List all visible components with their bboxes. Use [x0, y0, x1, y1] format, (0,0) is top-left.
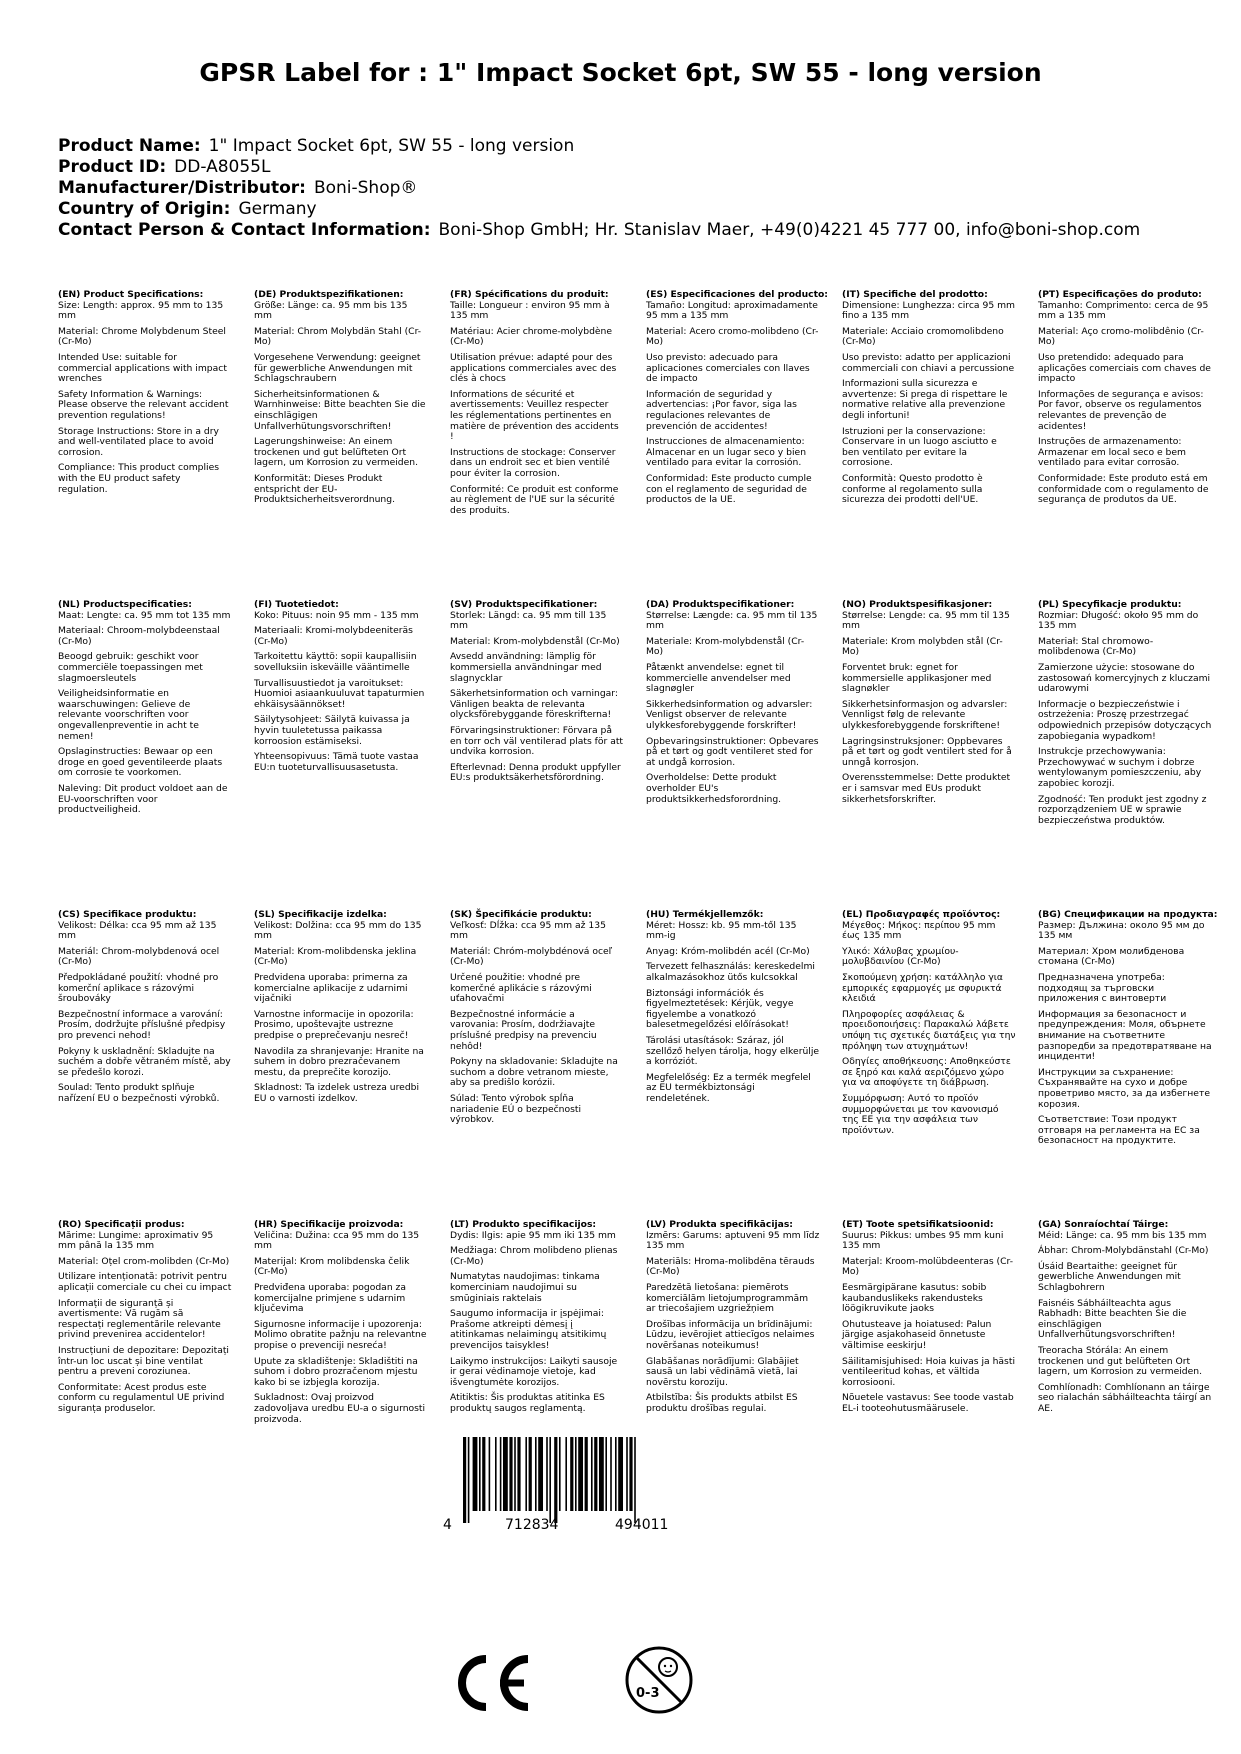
section-paragraph: Veiligheidsinformatie en waarschuwingen: Gelieve de relevante voorschriften voor ongevallenpreventie in acht te nemen!	[58, 688, 199, 742]
section-paragraph: Materjal: Kroom-molübdeenteras (Cr-Mo)	[842, 1255, 1014, 1278]
section-paragraph: Vorgesehene Verwendung: geeignet für gewerbliche Anwendungen mit Schlagschraubern	[254, 351, 421, 385]
section-paragraph: Velikost: Dolžina: cca 95 mm do 135 mm	[254, 919, 422, 942]
section-paragraph: Upute za skladištenje: Skladištiti na suhom i dobro prozračenom mjestu kako bi se izbjegla korozija.	[254, 1355, 418, 1388]
product-name-row	[58, 136, 1218, 157]
section-paragraph: Úsáid Beartaithe: geeignet für gewerbliche Anwendungen mit Schlagbohrern	[1038, 1260, 1181, 1293]
contact-label: Contact Person & Contact Information:	[58, 220, 431, 240]
language-section	[646, 1220, 820, 1415]
section-paragraph: Navodila za shranjevanje: Hranite na suhem in dobro prezračevanem mestu, da preprečite korozijo.	[254, 1045, 424, 1078]
section-paragraph: Soulad: Tento produkt splňuje nařízení EU o bezpečnosti výrobků.	[58, 1082, 220, 1104]
section-paragraph: Størrelse: Længde: ca. 95 mm til 135 mm	[646, 609, 818, 632]
section-paragraph: Atbilstība: Šis produkts atbilst ES produktu drošības regulai.	[646, 1392, 798, 1414]
barcode-bar	[591, 1437, 593, 1511]
manufacturer-value: Boni-Shop®	[313, 178, 418, 198]
sections-row	[58, 600, 1238, 910]
section-paragraph: Conformidade: Este produto está em conformidade com o regulamento de segurança de produtos da UE.	[1038, 472, 1209, 506]
section-paragraph: Informazioni sulla sicurezza e avvertenze: Si prega di rispettare le normative relative alla prevenzione degli infortuni!	[842, 378, 1008, 421]
barcode-bar	[626, 1437, 628, 1511]
section-paragraph: Skladnost: Ta izdelek ustreza uredbi EU o varnosti izdelkov.	[254, 1082, 420, 1104]
section-paragraph: Předpokládané použití: vhodné pro komerční aplikace s rázovými šroubováky	[58, 971, 219, 1005]
section-paragraph: Größe: Länge: ca. 95 mm bis 135 mm	[254, 299, 408, 322]
section-paragraph: Säkerhetsinformation och varningar: Vänligen beakta de relevanta olycksförebyggande föreskrifterna!	[450, 688, 619, 721]
section-paragraph: Materiál: Chrom-molybdenová ocel (Cr-Mo)	[58, 945, 220, 968]
product-id-row	[58, 157, 1218, 178]
section-paragraph: Compliance: This product complies with the EU product safety regulation.	[58, 462, 220, 495]
barcode-bar	[615, 1437, 617, 1511]
section-paragraph: Material: Chrome Molybdenum Steel (Cr-Mo)	[58, 325, 226, 348]
section-paragraph: Lagerungshinweise: An einem trockenen und gut belüfteten Ort lagern, um Korrosion zu vermeiden.	[254, 436, 418, 469]
section-paragraph: Materiaali: Kromi-molybdeeniteräs (Cr-Mo)	[254, 625, 413, 647]
section-paragraph: Säilytysohjeet: Säilytä kuivassa ja hyvin tuuletetussa paikassa korroosion estämiseksi.	[254, 714, 410, 747]
section-paragraph: Turvallisuustiedot ja varoitukset: Huomioi asiaankuuluvat tapaturmien ehkäisysäännökset!	[254, 677, 425, 710]
section-paragraph: Istruzioni per la conservazione: Conservare in un luogo asciutto e ben ventilato per evitare la corrosione.	[842, 425, 997, 469]
barcode-bar	[594, 1437, 597, 1511]
barcode-bar	[546, 1437, 548, 1511]
section-paragraph: Størrelse: Lengde: ca. 95 mm til 135 mm	[842, 609, 1010, 632]
ean-barcode	[435, 1433, 735, 1533]
section-heading: (IT) Specifiche del prodotto:	[842, 289, 988, 300]
section-paragraph: Påtænkt anvendelse: egnet til kommercielle anvendelser med slagnøgler	[646, 661, 791, 695]
barcode-bar	[482, 1437, 485, 1511]
section-paragraph: Materiał: Stal chromowo-molibdenowa (Cr-Mo)	[1038, 635, 1154, 658]
section-paragraph: Izmērs: Garums: aptuveni 95 mm līdz 135 mm	[646, 1229, 820, 1252]
section-paragraph: Conformidad: Este producto cumple con el reglamento de seguridad de productos de la UE.	[646, 472, 812, 506]
section-paragraph: Material: Chrom Molybdän Stahl (Cr-Mo)	[254, 325, 422, 348]
section-paragraph: Πληροφορίες ασφάλειας & προειδοποιήσεις: Παρακαλώ λάβετε υπόψη τις σχετικές διατάξεις για την πρόληψη των ατυχημάτων!	[842, 1008, 1016, 1052]
section-paragraph: Veľkosť: Dĺžka: cca 95 mm až 135 mm	[450, 919, 606, 942]
section-paragraph: Ábhar: Chrom-Molybdänstahl (Cr-Mo)	[1038, 1245, 1209, 1257]
section-paragraph: Предназначена употреба: подходящ за търговски приложения с винтоверти	[1038, 971, 1167, 1005]
section-paragraph: Beoogd gebruik: geschikt voor commerciële toepassingen met slagmoersleutels	[58, 651, 203, 684]
section-heading: (SK) Špecifikácie produktu:	[450, 909, 592, 920]
section-paragraph: Rozmiar: Długość: około 95 mm do 135 mm	[1038, 609, 1199, 632]
section-paragraph: Zgodność: Ten produkt jest zgodny z rozporządzeniem UE w sprawie bezpieczeństwa produktów.	[1038, 793, 1207, 826]
sections-row	[58, 290, 1238, 600]
section-paragraph: Medžiaga: Chrom molibdeno plienas (Cr-Mo)	[450, 1245, 618, 1267]
language-section	[58, 290, 232, 495]
barcode-bar	[565, 1437, 567, 1511]
barcode-bar	[500, 1437, 502, 1511]
barcode-bar	[535, 1437, 537, 1511]
section-heading: (FR) Spécifications du produit:	[450, 289, 609, 300]
language-section	[842, 290, 1016, 506]
barcode-bar	[618, 1437, 623, 1511]
section-paragraph: Material: Oțel crom-molibden (Cr-Mo)	[58, 1255, 230, 1267]
product-name-label: Product Name:	[58, 136, 201, 156]
section-paragraph: Информация за безопасност и предупреждения: Моля, обърнете внимание на съответните разпоредби за предотвратяване на инциденти!	[1038, 1008, 1212, 1063]
section-heading: (CS) Specifikace produktu:	[58, 909, 197, 920]
section-paragraph: Určené použitie: vhodné pre komerčné aplikácie s rázovými uťahovačmi	[450, 971, 592, 1005]
section-paragraph: Tarkoitettu käyttö: sopii kaupallisiin sovelluksiin iskeväille vääntimelle	[254, 651, 417, 673]
section-heading: (EN) Product Specifications:	[58, 289, 204, 300]
section-paragraph: Bezpečnostní informace a varování: Prosím, dodržujte příslušné předpisy pro prevenci nehod!	[58, 1008, 226, 1041]
section-paragraph: Storlek: Längd: ca. 95 mm till 135 mm	[450, 609, 607, 632]
section-heading: (PT) Especificações do produto:	[1038, 289, 1202, 300]
ce-mark-icon	[452, 1653, 532, 1713]
section-paragraph: Sigurnosne informacije i upozorenja: Molimo obratite pažnju na relevantne propise o prevenciji nesreća!	[254, 1318, 427, 1351]
manufacturer-label: Manufacturer/Distributor:	[58, 178, 306, 198]
section-paragraph: Instrukcje przechowywania: Przechowywać w suchym i dobrze wentylowanym pomieszczeniu, aby zapobiec korozji.	[1038, 746, 1202, 789]
product-info	[58, 136, 1218, 241]
section-paragraph: Predvidena uporaba: primerna za komercialne aplikacije z udarnimi vijačniki	[254, 971, 408, 1005]
barcode-bar	[509, 1437, 512, 1511]
section-paragraph: Informații de siguranță și avertismente: Vă rugăm să respectați reglementările relevante privind prevenirea accidentelor!	[58, 1297, 221, 1341]
section-heading: (FI) Tuotetiedot:	[254, 599, 339, 610]
section-paragraph: Konformität: Dieses Produkt entspricht der EU-Produktsicherheitsverordnung.	[254, 472, 396, 506]
section-paragraph: Efterlevnad: Denna produkt uppfyller EU:s produktsäkerhetsförordning.	[450, 761, 621, 784]
barcode-bar	[503, 1437, 508, 1511]
language-section	[58, 600, 232, 816]
language-section	[58, 1220, 232, 1415]
section-paragraph: Maat: Lengte: ca. 95 mm tot 135 mm	[58, 609, 231, 621]
section-paragraph: Sicherheitsinformationen & Warnhinweise: Bitte beachten Sie die einschlägigen Unfallverhütungsvorschriften!	[254, 388, 426, 432]
section-paragraph: Μέγεθος: Μήκος: περίπου 95 mm έως 135 mm	[842, 919, 996, 942]
section-paragraph: Veličina: Dužina: cca 95 mm do 135 mm	[254, 1229, 420, 1252]
language-section	[450, 910, 624, 1126]
section-paragraph: Tervezett felhasználás: kereskedelmi alkalmazásokhoz ütős kulcsokkal	[646, 961, 815, 983]
section-paragraph: Materiál: Chróm-molybdénová oceľ (Cr-Mo)	[450, 945, 613, 968]
section-paragraph: Avsedd användning: lämplig för kommersiella användningar med slagnycklar	[450, 651, 602, 684]
section-paragraph: Dimensione: Lunghezza: circa 95 mm fino a 135 mm	[842, 299, 1015, 322]
section-paragraph: Saugumo informacija ir įspėjimai: Prašome atkreipti dėmesį į atitinkamas nelaimingų atsitikimų prevencijos taisykles!	[450, 1308, 607, 1351]
barcode-bar	[605, 1437, 607, 1511]
section-paragraph: Taille: Longueur : environ 95 mm à 135 mm	[450, 299, 610, 322]
section-paragraph: Conformità: Questo prodotto è conforme al regolamento sulla sicurezza dei prodotti dell'UE.	[842, 472, 983, 506]
section-paragraph: Opbevaringsinstruktioner: Opbevares på et tørt og godt ventileret sted for at undgå korrosion.	[646, 735, 819, 768]
section-paragraph: Velikost: Délka: cca 95 mm až 135 mm	[58, 919, 217, 942]
section-paragraph: Predviđena uporaba: pogodan za komercijalne primjene s udarnim ključevima	[254, 1281, 407, 1315]
section-paragraph: Paredzētā lietošana: piemērots komerciālām lietojumprogrammām ar triecošajiem uzgriežņiem	[646, 1281, 809, 1315]
language-section	[842, 600, 1016, 805]
section-paragraph: Biztonsági információk és figyelmeztetések: Kérjük, vegye figyelembe a vonatkozó balesetmegelőzési előírásokat!	[646, 987, 794, 1031]
section-heading: (NL) Productspecificaties:	[58, 599, 192, 610]
section-paragraph: Overholdelse: Dette produkt overholder EU's produktsikkerhedsforordning.	[646, 772, 782, 805]
section-paragraph: Instrucțiuni de depozitare: Depozitați într-un loc uscat și bine ventilat pentru a preveni coroziunea.	[58, 1344, 229, 1378]
manufacturer-row	[58, 178, 1218, 199]
language-section	[842, 1220, 1016, 1415]
section-heading: (RO) Specificații produs:	[58, 1219, 185, 1230]
barcode-bar	[634, 1437, 636, 1523]
barcode-digits: 4	[443, 1517, 452, 1533]
section-paragraph: Instructions de stockage: Conserver dans un endroit sec et bien ventilé pour éviter la corrosion.	[450, 446, 616, 479]
origin-label: Country of Origin:	[58, 199, 231, 219]
section-paragraph: Υλικό: Χάλυβας χρωμίου-μολυβδαινίου (Cr-Mo)	[842, 945, 959, 968]
section-paragraph: Overensstemmelse: Dette produktet er i samsvar med EUs produkt sikkerhetsforskrifter.	[842, 772, 1011, 805]
section-heading: (SL) Specifikacije izdelka:	[254, 909, 387, 920]
section-paragraph: Materijal: Krom molibdenska čelik (Cr-Mo)	[254, 1255, 410, 1278]
barcode-bar	[529, 1437, 532, 1511]
section-heading: (HU) Termékjellemzők:	[646, 909, 764, 920]
section-paragraph: Anyag: Króm-molibdén acél (Cr-Mo)	[646, 945, 810, 957]
barcode-bar	[575, 1437, 577, 1511]
section-paragraph: Pokyny na skladovanie: Skladujte na suchom a dobre vetranom mieste, aby sa predišlo korózii.	[450, 1056, 618, 1089]
section-heading: (EL) Προδιαγραφές προϊόντος:	[842, 909, 1001, 920]
section-paragraph: Laikymo instrukcijos: Laikyti sausoje ir gerai vėdinamoje vietoje, kad išvengtumėte korozijos.	[450, 1355, 618, 1388]
section-paragraph: Informations de sécurité et avertissements: Veuillez respecter les réglementations pertinentes en matière de prévention des accidents !	[450, 388, 619, 443]
language-section	[254, 600, 428, 773]
sections-row	[58, 910, 1238, 1220]
section-heading: (ES) Especificaciones del producto:	[646, 289, 828, 300]
section-paragraph: Opslaginstructies: Bewaar op een droge en goed geventileerde plaats om corrosie te voorkomen.	[58, 746, 223, 779]
section-paragraph: Méid: Länge: ca. 95 mm bis 135 mm	[1038, 1229, 1207, 1241]
section-paragraph: Sikkerhedsinformation og advarsler: Venligst observer de relevante ulykkesforebyggende forskrifter!	[646, 698, 813, 731]
section-paragraph: Förvaringsinstruktioner: Förvara på en torr och väl ventilerad plats för att undvika korrosion.	[450, 724, 624, 758]
section-paragraph: Drošības informācija un brīdinājumi: Lūdzu, ievērojiet attiecīgos nelaimes novēršanas noteikumus!	[646, 1318, 815, 1351]
section-paragraph: Storage Instructions: Store in a dry and well-ventilated place to avoid corrosion.	[58, 425, 219, 458]
barcode-digits: 712834	[505, 1517, 559, 1533]
section-paragraph: Uso pretendido: adequado para aplicações comerciais com chaves de impacto	[1038, 351, 1211, 385]
contact-row	[58, 220, 1218, 241]
section-paragraph: Instruções de armazenamento: Armazenar em local seco e bem ventilado para evitar corrosão.	[1038, 436, 1186, 469]
language-section	[450, 600, 624, 784]
section-paragraph: Συμμόρφωση: Αυτό το προϊόν συμμορφώνεται με τον κανονισμό της ΕΕ για την ασφάλεια των προϊόντων.	[842, 1092, 999, 1136]
section-paragraph: Suurus: Pikkus: umbes 95 mm kuni 135 mm	[842, 1229, 1004, 1252]
language-section	[646, 910, 820, 1105]
language-section	[450, 290, 624, 516]
section-paragraph: Sukladnost: Ovaj proizvod zadovoljava uredbu EU-a o sigurnosti proizvoda.	[254, 1392, 426, 1425]
section-paragraph: Eesmärgipärane kasutus: sobib kaubanduslikeks rakendusteks löögikruvikute jaoks	[842, 1281, 987, 1315]
section-heading: (NO) Produktspesifikasjoner:	[842, 599, 993, 610]
section-paragraph: Materiale: Krom molybden stål (Cr-Mo)	[842, 635, 1003, 658]
section-heading: (DE) Produktspezifikationen:	[254, 289, 404, 300]
section-paragraph: Naleving: Dit product voldoet aan de EU-voorschriften voor productveiligheid.	[58, 782, 228, 816]
barcode-bar	[495, 1437, 497, 1511]
section-paragraph: Méret: Hossz: kb. 95 mm-től 135 mm-ig	[646, 919, 797, 942]
section-paragraph: Informacje o bezpieczeństwie i ostrzeżenia: Proszę przestrzegać odpowiednich przepisów dotyczących zapobiegania wypadkom!	[1038, 698, 1212, 742]
section-paragraph: Conformité: Ce produit est conforme au règlement de l'UE sur la sécurité des produits.	[450, 483, 619, 516]
section-paragraph: Lagringsinstruksjoner: Oppbevares på et tørt og godt ventilert sted for å unngå korrosjon.	[842, 735, 1012, 768]
section-heading: (DA) Produktspecifikationer:	[646, 599, 795, 610]
section-paragraph: Material: Acero cromo-molibdeno (Cr-Mo)	[646, 325, 819, 348]
section-paragraph: Materiāls: Hroma-molibdēna tērauds (Cr-Mo)	[646, 1255, 815, 1278]
section-paragraph: Utilizare intenționată: potrivit pentru aplicații comerciale cu chei cu impact	[58, 1271, 232, 1293]
barcode-bar	[549, 1437, 551, 1523]
language-section	[1038, 909, 1218, 1147]
section-paragraph: Σκοπούμενη χρήση: κατάλληλο για εμπορικές εφαρμογές με σφυρικτά κλειδιά	[842, 971, 1003, 1005]
section-heading: (BG) Спецификации на продукта:	[1038, 909, 1218, 920]
language-section	[254, 290, 428, 506]
section-paragraph: Zamierzone użycie: stosowane do zastosowań komercyjnych z kluczami udarowymi	[1038, 661, 1211, 695]
product-id-value: DD-A8055L	[174, 157, 271, 177]
section-paragraph: Съответствие: Този продукт отговаря на регламента на ЕС за безопасност на продуктите.	[1038, 1114, 1200, 1147]
section-paragraph: Materiale: Krom-molybdenstål (Cr-Mo)	[646, 635, 805, 658]
section-paragraph: Size: Length: approx. 95 mm to 135 mm	[58, 299, 224, 322]
language-section	[842, 910, 1016, 1136]
section-paragraph: Material: Krom-molibdenska jeklina (Cr-Mo)	[254, 945, 417, 968]
barcode-bar	[468, 1437, 470, 1523]
section-paragraph: Koko: Pituus: noin 95 mm - 135 mm	[254, 609, 419, 621]
section-paragraph: Ohutusteave ja hoiatused: Palun järgige asjakohaseid õnnetuste vältimise eeskirju!	[842, 1318, 992, 1351]
section-paragraph: Material: Krom-molybdenstål (Cr-Mo)	[450, 635, 620, 647]
section-paragraph: Informações de segurança e avisos: Por favor, observe os regulamentos relevantes de prevenção de acidentes!	[1038, 388, 1204, 432]
product-name-value: 1" Impact Socket 6pt, SW 55 - long version	[208, 136, 575, 156]
section-paragraph: Uso previsto: adecuado para aplicaciones comerciales con llaves de impacto	[646, 351, 810, 385]
barcode-bar	[585, 1437, 588, 1511]
language-section	[646, 600, 820, 805]
section-paragraph: Tárolási utasítások: Száraz, jól szellőző helyen tárolja, hogy elkerülje a korróziót.	[646, 1034, 820, 1068]
language-section	[450, 1220, 624, 1415]
barcode-bar	[463, 1437, 466, 1523]
language-section	[254, 1220, 428, 1425]
language-section	[254, 910, 428, 1105]
section-paragraph: Инструкции за съхранение: Съхранявайте на сухо и добре проветриво място, за да избегнете корозия.	[1038, 1066, 1210, 1110]
section-paragraph: Nõuetele vastavus: See toode vastab EL-i tooteohutusmäärusele.	[842, 1392, 1014, 1414]
section-paragraph: Súlad: Tento výrobok spĺňa nariadenie EÚ o bezpečnosti výrobkov.	[450, 1092, 582, 1126]
language-section	[1038, 600, 1212, 826]
section-paragraph: Faisnéis Sábháilteachta agus Rabhadh: Bitte beachten Sie die einschlägigen Unfallverhütungsvorschriften!	[1038, 1297, 1187, 1341]
product-id-label: Product ID:	[58, 157, 167, 177]
contact-value: Boni-Shop GmbH; Hr. Stanislav Maer, +49(0)4221 45 777 00, info@boni-shop.com	[438, 220, 1141, 240]
page-title: GPSR Label for : 1" Impact Socket 6pt, SW 55 - long version	[199, 58, 1042, 87]
section-paragraph: Utilisation prévue: adapté pour des applications commerciales avec des clés à chocs	[450, 351, 617, 385]
barcode-bar	[559, 1437, 561, 1511]
section-heading: (ET) Toote spetsifikatsioonid:	[842, 1219, 994, 1230]
section-paragraph: Bezpečnostné informácie a varovania: Prosím, dodržiavajte príslušné predpisy na prevenciu nehôd!	[450, 1008, 597, 1052]
barcode-bar	[517, 1437, 520, 1511]
section-heading: (SV) Produktspecifikationer:	[450, 599, 598, 610]
barcode-bar	[629, 1437, 632, 1511]
language-section	[1038, 290, 1212, 506]
section-heading: (LT) Produkto specifikacijos:	[450, 1219, 597, 1230]
section-paragraph: Treoracha Stórála: An einem trockenen und gut belüfteten Ort lagern, um Korrosion zu vermeiden.	[1038, 1344, 1202, 1378]
origin-row	[58, 199, 1218, 220]
section-paragraph: Glabāšanas norādījumi: Glabājiet sausā un labi vēdināmā vietā, lai novērstu koroziju.	[646, 1355, 799, 1388]
barcode-bar	[525, 1437, 527, 1511]
section-paragraph: Comhlíonadh: Comhlíonann an táirge seo rialachán sábháilteachta táirgí an AE.	[1038, 1381, 1212, 1414]
section-paragraph: Información de seguridad y advertencias: ¡Por favor, siga las regulaciones relevantes de prevención de accidentes!	[646, 388, 797, 432]
barcode-bar	[570, 1437, 573, 1511]
barcode-bar	[578, 1437, 583, 1511]
section-paragraph: Tamaño: Longitud: aproximadamente 95 mm a 135 mm	[646, 299, 818, 322]
section-paragraph: Material: Aço cromo-molibdênio (Cr-Mo)	[1038, 325, 1204, 348]
barcode-bar	[538, 1437, 543, 1511]
barcode-bar	[473, 1437, 478, 1511]
section-paragraph: Numatytas naudojimas: tinkama komerciniam naudojimui su smūginiais raktelais	[450, 1271, 600, 1304]
section-paragraph: Pokyny k uskladnění: Skladujte na suchém a dobře větraném místě, aby se předešlo korozi.	[58, 1045, 231, 1078]
section-heading: (GA) Sonraíochtaí Táirge:	[1038, 1219, 1169, 1230]
section-paragraph: Materiaal: Chroom-molybdeenstaal (Cr-Mo)	[58, 625, 220, 647]
language-section	[646, 289, 828, 506]
section-heading: (LV) Produkta specifikācijas:	[646, 1219, 793, 1230]
barcode-bar	[610, 1437, 612, 1511]
section-paragraph: Uso previsto: adatto per applicazioni commerciali con chiavi a percussione	[842, 351, 1015, 374]
section-paragraph: Размер: Дължина: около 95 мм до 135 мм	[1038, 919, 1205, 942]
language-section	[1038, 1220, 1212, 1415]
language-section	[58, 910, 232, 1105]
section-paragraph: Mărime: Lungime: aproximativ 95 mm până la 135 mm	[58, 1229, 214, 1252]
section-paragraph: Dydis: Ilgis: apie 95 mm iki 135 mm	[450, 1229, 616, 1241]
barcode-bar	[479, 1437, 481, 1511]
section-heading: (PL) Specyfikacje produktu:	[1038, 599, 1182, 610]
barcode-bar	[489, 1437, 491, 1511]
section-paragraph: Forventet bruk: egnet for kommersielle applikasjoner med slagnøkler	[842, 661, 992, 695]
section-paragraph: Yhteensopivuus: Tämä tuote vastaa EU:n tuoteturvallisuusasetusta.	[254, 751, 419, 773]
section-paragraph: Материал: Хром молибденова стомана (Cr-Mo)	[1038, 945, 1185, 968]
section-heading: (HR) Specifikacije proizvoda:	[254, 1219, 404, 1230]
barcode-bar	[514, 1437, 516, 1511]
section-paragraph: Säilitamisjuhised: Hoia kuivas ja hästi ventileeritud kohas, et vältida korrosiooni.	[842, 1355, 1015, 1388]
section-paragraph: Instrucciones de almacenamiento: Almacenar en un lugar seco y bien ventilado para evitar la corrosión.	[646, 436, 807, 469]
barcode-bar	[554, 1437, 557, 1523]
barcode-bar	[599, 1437, 604, 1511]
section-paragraph: Sikkerhetsinformasjon og advarsler: Vennligst følg de relevante ulykkesforebyggende forskriftene!	[842, 698, 1008, 731]
section-paragraph: Materiale: Acciaio cromomolibdeno (Cr-Mo)	[842, 325, 1004, 348]
language-sections	[58, 290, 1238, 1530]
section-paragraph: Intended Use: suitable for commercial applications with impact wrenches	[58, 351, 227, 385]
section-paragraph: Conformitate: Acest produs este conform cu regulamentul UE privind siguranța produselor.	[58, 1381, 225, 1414]
section-paragraph: Megfelelőség: Ez a termék megfelel az EU termékbiztonsági rendeletének.	[646, 1071, 811, 1104]
section-paragraph: Matériau: Acier chrome-molybdène (Cr-Mo)	[450, 325, 613, 348]
origin-value: Germany	[238, 199, 317, 219]
age-warning-label: 0-3	[636, 1686, 660, 1701]
barcode-digits: 494011	[615, 1517, 669, 1533]
section-paragraph: Safety Information & Warnings: Please observe the relevant accident prevention regulations!	[58, 388, 229, 421]
age-warning-icon	[624, 1645, 694, 1715]
section-paragraph: Varnostne informacije in opozorila: Prosimo, upoštevajte ustrezne predpise o preprečevanju nesreč!	[254, 1008, 414, 1041]
section-paragraph: Tamanho: Comprimento: cerca de 95 mm a 135 mm	[1038, 299, 1209, 322]
section-paragraph: Atitiktis: Šis produktas atitinka ES produktų saugos reglamentą.	[450, 1392, 605, 1414]
section-paragraph: Οδηγίες αποθήκευσης: Αποθηκεύστε σε ξηρό και καλά αεριζόμενο χώρο για να αποφύγετε τη διάβρωση.	[842, 1056, 1011, 1089]
